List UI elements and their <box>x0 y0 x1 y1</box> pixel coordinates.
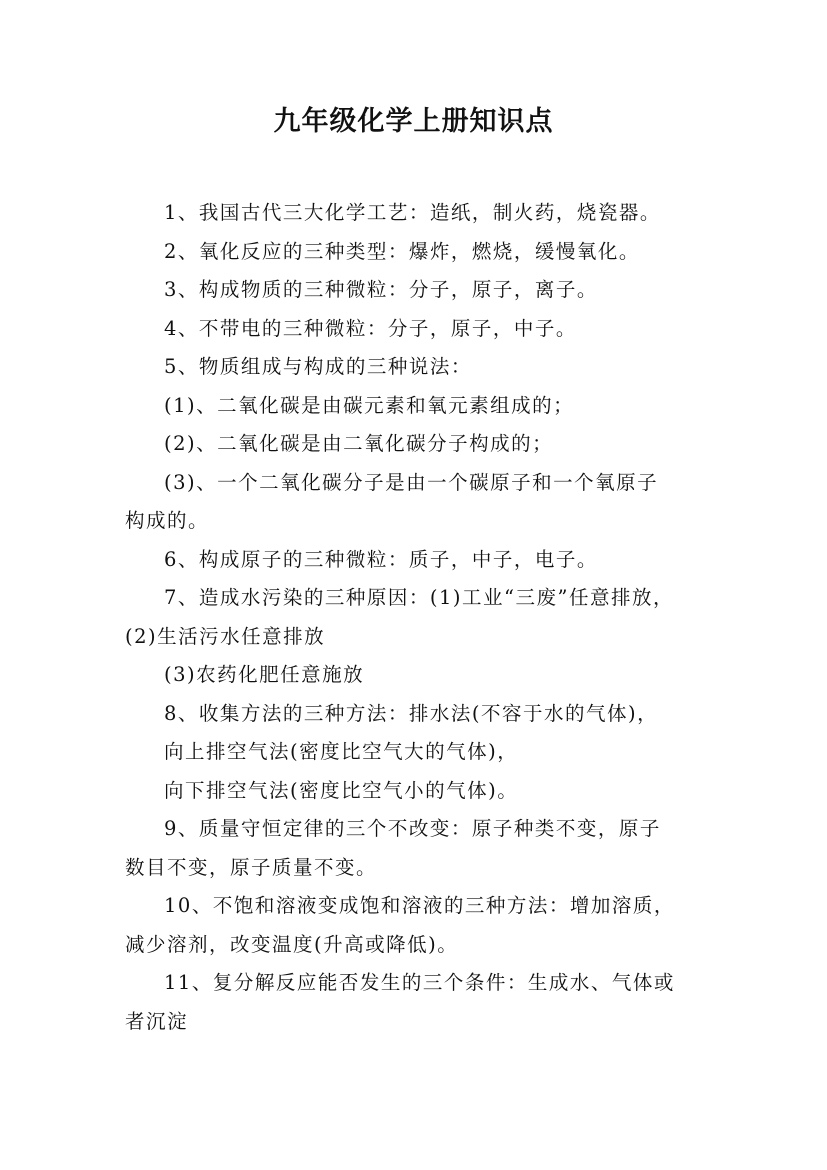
list-subitem: (1)、二氧化碳是由碳元素和氧元素组成的； <box>164 393 575 417</box>
list-item-continuation: 减少溶剂，改变温度(升高或降低)。 <box>125 932 459 956</box>
list-item: 5、物质组成与构成的三种说法： <box>164 355 472 378</box>
list-subitem-continuation: 构成的。 <box>125 509 210 532</box>
list-item-continuation: 者沉淀 <box>125 1009 189 1033</box>
list-item-continuation: 向下排空气法(密度比空气小的气体)。 <box>164 778 519 802</box>
list-item: 4、不带电的三种微粒：分子，原子，中子。 <box>164 316 577 340</box>
list-item: 2、氧化反应的三种类型：爆炸，燃烧，缓慢氧化。 <box>164 239 640 263</box>
list-item: 3、构成物质的三种微粒：分子，原子，离子。 <box>164 278 598 301</box>
document-body <box>125 194 710 1041</box>
list-item: 8、收集方法的三种方法：排水法(不容于水的气体)， <box>164 701 659 725</box>
list-item-continuation: 数目不变，原子质量不变。 <box>125 855 378 879</box>
list-item: 9、质量守恒定律的三个不改变：原子种类不变，原子 <box>164 817 661 840</box>
list-item-continuation: (2)生活污水任意排放 <box>125 624 326 648</box>
list-subitem: (2)、二氧化碳是由二氧化碳分子构成的； <box>164 432 554 455</box>
list-item: 7、造成水污染的三种原因：(1)工业“三废”任意排放， <box>164 586 674 609</box>
list-item: 10、不饱和溶液变成饱和溶液的三种方法：增加溶质， <box>164 894 675 917</box>
list-subitem: (3)、一个二氧化碳分子是由一个碳原子和一个氧原子 <box>164 470 659 494</box>
list-item-continuation: 向上排空气法(密度比空气大的气体)， <box>164 740 519 763</box>
list-item: 6、构成原子的三种微粒：质子，中子，电子。 <box>164 547 598 571</box>
document-title: 九年级化学上册知识点 <box>273 106 554 137</box>
list-item: 1、我国古代三大化学工艺：造纸，制火药，烧瓷器。 <box>164 201 661 224</box>
list-item-continuation: (3)农药化肥任意施放 <box>164 663 365 686</box>
list-item: 11、复分解反应能否发生的三个条件：生成水、气体或 <box>164 971 675 994</box>
